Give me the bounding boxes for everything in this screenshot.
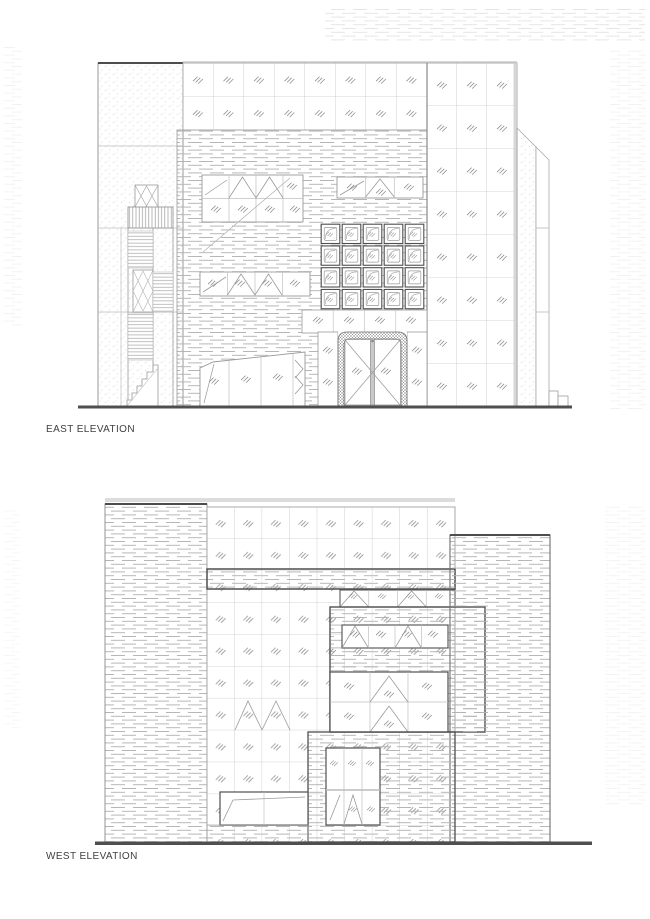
east-entrance-door <box>318 332 427 406</box>
east-ground-step <box>558 396 568 406</box>
east-elevation-label: EAST ELEVATION <box>46 424 135 435</box>
west-brick-base-strip <box>207 825 308 842</box>
west-window-strip-1 <box>340 590 455 607</box>
west-left-brick-wall <box>105 504 207 842</box>
door-sidelight-left <box>318 332 338 406</box>
east-curtain-wall-top-band <box>183 63 427 130</box>
west-right-brick-wall <box>450 535 550 842</box>
west-ground-line <box>95 842 592 846</box>
west-brick-band <box>207 569 455 589</box>
west-storefront-window <box>220 792 308 825</box>
east-ground-line <box>78 406 572 409</box>
west-window-grid-3 <box>330 672 448 732</box>
door-sidelight-right <box>407 332 427 406</box>
west-elevation-drawing <box>95 498 592 845</box>
east-ground-step <box>549 391 558 406</box>
west-roof-edge <box>105 498 455 502</box>
west-elevation-label: WEST ELEVATION <box>46 851 138 862</box>
west-window-4 <box>326 748 380 825</box>
east-side-return-wall <box>517 128 568 406</box>
west-window-strip-2 <box>342 625 448 648</box>
east-window-clerestory <box>337 177 423 198</box>
east-window-strip-zigzag <box>200 272 310 296</box>
east-transom-panel-row <box>302 310 427 333</box>
east-elevation-drawing <box>78 61 572 409</box>
east-curtain-wall-right-section <box>427 63 517 407</box>
